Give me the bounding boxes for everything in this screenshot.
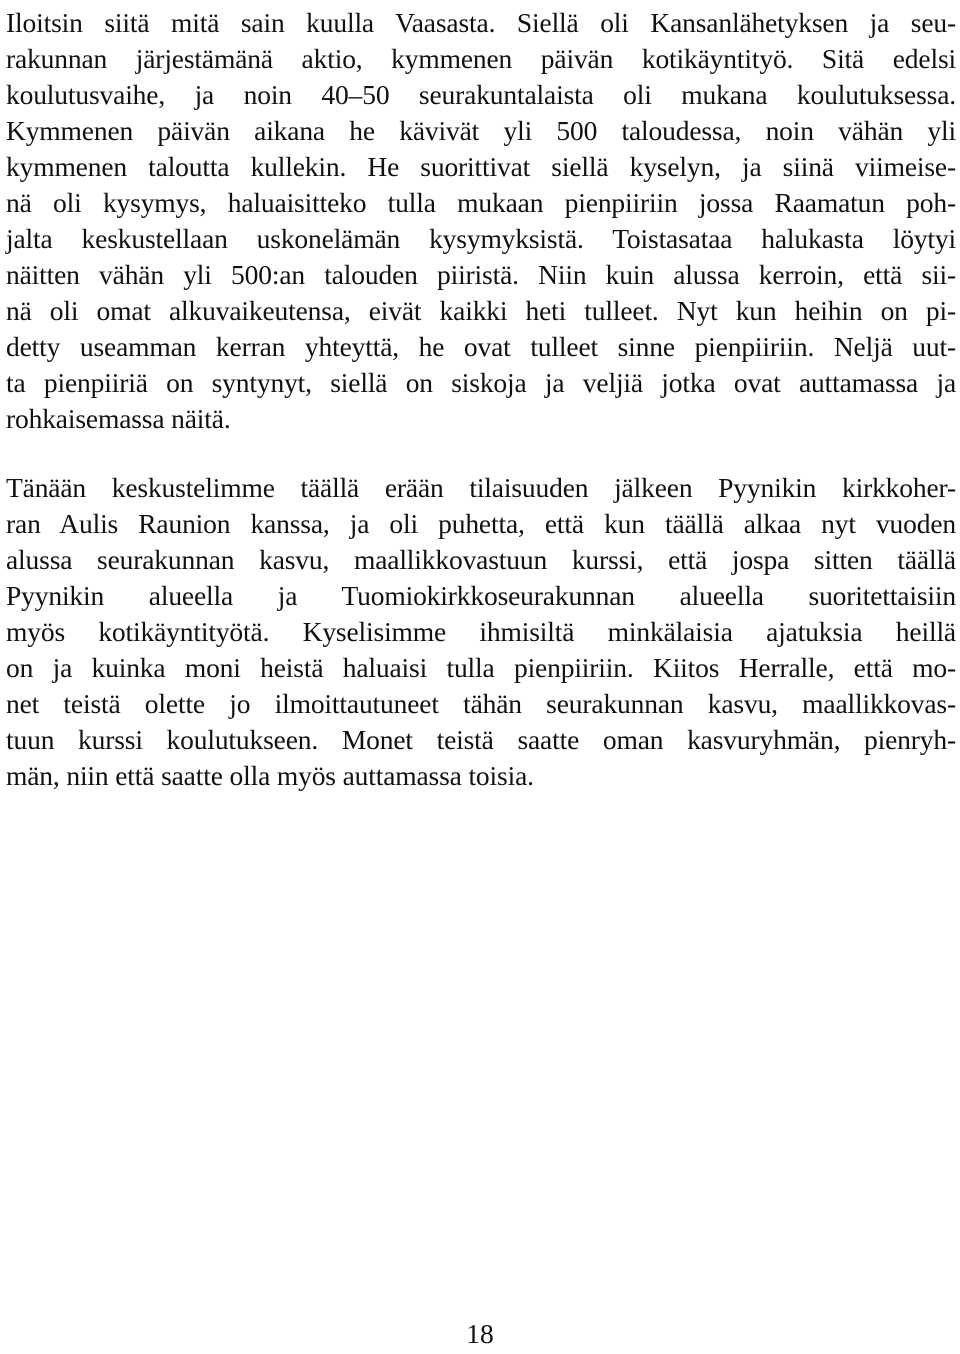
text-line: kymmenen taloutta kullekin. He suorittivat siellä kyselyn, ja siinä viimeise- [6,151,956,182]
text-line: nä oli omat alkuvaikeutensa, eivät kaikki heti tulleet. Nyt kun heihin on pi- [6,295,956,326]
text-line: ran Aulis Raunion kanssa, ja oli puhetta, että kun täällä alkaa nyt vuoden [6,508,956,539]
text-line: Pyynikin alueella ja Tuomiokirkkoseurakunnan alueella suoritettaisiin [6,580,956,611]
text-line: Tänään keskustelimme täällä erään tilaisuuden jälkeen Pyynikin kirkkoher- [6,472,956,503]
paragraph-vaasa [6,5,956,437]
text-line: koulutusvaihe, ja noin 40–50 seurakuntalaista oli mukana koulutuksessa. [6,79,956,110]
text-line: detty useamman kerran yhteyttä, he ovat tulleet sinne pienpiiriin. Neljä uut- [6,331,956,362]
text-line: rohkaisemassa näitä. [6,403,231,434]
text-line: män, niin että saatte olla myös auttamassa toisia. [6,760,534,791]
text-line: on ja kuinka moni heistä haluaisi tulla pienpiiriin. Kiitos Herralle, että mo- [6,652,956,683]
text-line: tuun kurssi koulutukseen. Monet teistä saatte oman kasvuryhmän, pienryh- [6,724,956,755]
text-line: net teistä olette jo ilmoittautuneet tähän seurakunnan kasvu, maallikkovas- [6,688,956,719]
text-line: jalta keskustellaan uskonelämän kysymyksistä. Toistasataa halukasta löytyi [6,223,956,254]
text-line: rakunnan järjestämänä aktio, kymmenen päivän kotikäyntityö. Sitä edelsi [6,43,956,74]
paragraph-pyynikki [6,470,956,794]
text-line: alussa seurakunnan kasvu, maallikkovastuun kurssi, että jospa sitten täällä [6,544,956,575]
text-line: Iloitsin siitä mitä sain kuulla Vaasasta. Siellä oli Kansanlähetyksen ja seu- [6,7,956,38]
page-number: 18 [466,1318,494,1349]
text-line: Kymmenen päivän aikana he kävivät yli 500 taloudessa, noin vähän yli [6,115,956,146]
text-line: ta pienpiiriä on syntynyt, siellä on siskoja ja veljiä jotka ovat auttamassa ja [6,367,956,398]
text-line: myös kotikäyntityötä. Kyselisimme ihmisiltä minkälaisia ajatuksia heillä [6,616,956,647]
text-line: näitten vähän yli 500:an talouden piiristä. Niin kuin alussa kerroin, että sii- [6,259,956,290]
text-line: nä oli kysymys, haluaisitteko tulla mukaan pienpiiriin jossa Raamatun poh- [6,187,956,218]
